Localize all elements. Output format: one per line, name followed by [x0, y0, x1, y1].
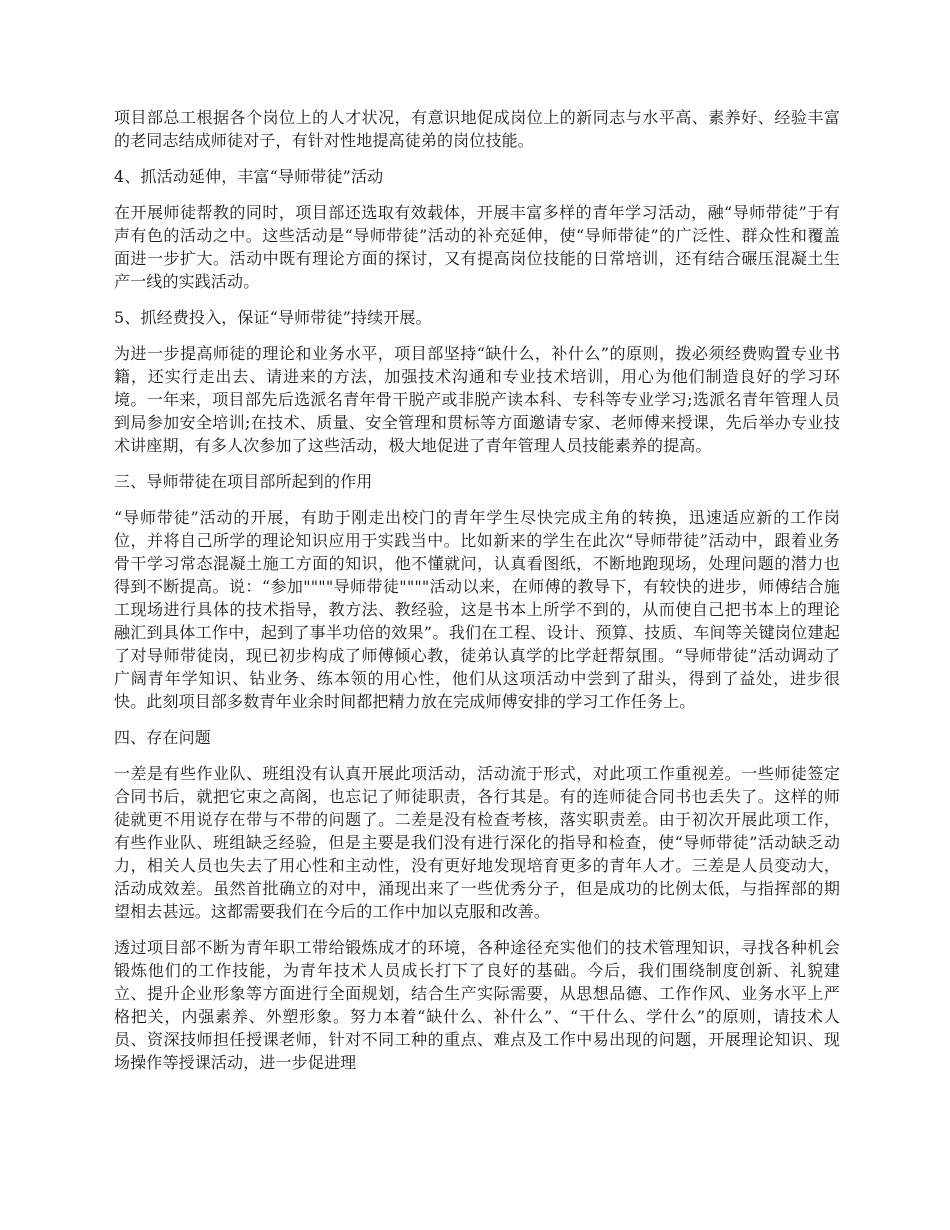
paragraph-funding-input: 为进一步提高师徒的理论和业务水平，项目部坚持“缺什么，补什么”的原则，拨必须经费购置专业书籍，还实行走出去、请进来的方法，加强技术沟通和专业技术培训，用心为他们制造良好的学习环境。一年来，项目部先后选派名青年骨干脱产或非脱产读本科、专科等专业学习;选派名青年管理人员到局参加安全培训;在技术、质量、安全管理和贯标等方面邀请专家、老师傅来授课，先后举办专业技术讲座期，有多人次参加了这些活动，极大地促进了青年管理人员技能素养的提高。 — [114, 344, 840, 455]
paragraph-section-three: “导师带徒”活动的开展，有助于刚走出校门的青年学生尽快完成主角的转换，迅速适应新的工作岗位，并将自己所学的理论知识应用于实践当中。比如新来的学生在此次“导师带徒”活动中，跟着业务骨干学习常态混凝土施工方面的知识，他不懂就问，认真看图纸，不断地跑现场，处理问题的潜力也得到不断提高。说：“参加""""导师带徒""""活动以来，在师傅的教导下，有较快的进步，师傅结合施工现场进行具体的技术指导，教方法、教经验，这是书本上所学不到的，从而使自己把书本上的理论融汇到具体工作中，起到了事半功倍的效果”。我们在工程、设计、预算、技质、车间等关键岗位建起了对导师带徒岗，现已初步构成了师傅倾心教，徒弟认真学的比学赶帮氛围。“导师带徒”活动调动了广阔青年学知识、钻业务、练本领的用心性，他们从这项活动中尝到了甜头，得到了益处，进步很快。此刻项目部多数青年业余时间都把精力放在完成师傅安排的学习工作任务上。 — [114, 508, 840, 711]
paragraph-mentor-pairing: 项目部总工根据各个岗位上的人才状况，有意识地促成岗位上的新同志与水平高、素养好、经验丰富的老同志结成师徒对子，有针对性地提高徒弟的岗位技能。 — [114, 108, 840, 150]
heading-funding-input: 5、抓经费投入，保证“导师带徒”持续开展。 — [114, 308, 432, 327]
document-body — [114, 106, 840, 1074]
heading-section-three: 三、导师带徒在项目部所起到的作用 — [114, 472, 373, 491]
paragraph-activity-extension: 在开展师徒帮教的同时，项目部还选取有效载体，开展丰富多样的青年学习活动，融“导师带徒”于有声有色的活动之中。这些活动是“导师带徒”活动的补充延伸，使“导师带徒”的广泛性、群众性和覆盖面进一步扩大。活动中既有理论方面的探讨，又有提高岗位技能的日常培训，还有结合碾压混凝土生产一线的实践活动。 — [114, 203, 840, 291]
paragraph-existing-problems: 一差是有些作业队、班组没有认真开展此项活动，活动流于形式，对此项工作重视差。一些师徒签定合同书后，就把它束之高阁，也忘记了师徒职责，各行其是。有的连师徒合同书也丢失了。这样的师徒就更不用说存在带与不带的问题了。二差是没有检查考核，落实职责差。由于初次开展此项工作，有些作业队、班组缺乏经验，但是主要是我们没有进行深化的指导和检查，使“导师带徒”活动缺乏动力，相关人员也失去了用心性和主动性，没有更好地发现培育更多的青年人才。三差是人员变动大，活动成效差。虽然首批确立的对中，涌现出来了一些优秀分子，但是成功的比例太低，与指挥部的期望相去甚远。这都需要我们在今后的工作中加以克服和改善。 — [114, 764, 840, 921]
heading-section-four: 四、存在问题 — [114, 728, 211, 747]
paragraph-future-plan: 透过项目部不断为青年职工带给锻炼成才的环境，各种途径充实他们的技术管理知识，寻找各种机会锻炼他们的工作技能，为青年技术人员成长打下了良好的基础。今后，我们围绕制度创新、礼貌建立、提升企业形象等方面进行全面规划，结合生产实际需要，从思想品德、工作作风、业务水平上严格把关，内强素养、外塑形象。努力本着“缺什么、补什么”、“干什么、学什么”的原则，请技术人员、资深技师担任授课老师，针对不同工种的重点、难点及工作中易出现的问题，开展理论知识、现场操作等授课活动，进一步促进理 — [114, 938, 840, 1072]
heading-activity-extension: 4、抓活动延伸，丰富“导师带徒”活动 — [114, 167, 384, 186]
